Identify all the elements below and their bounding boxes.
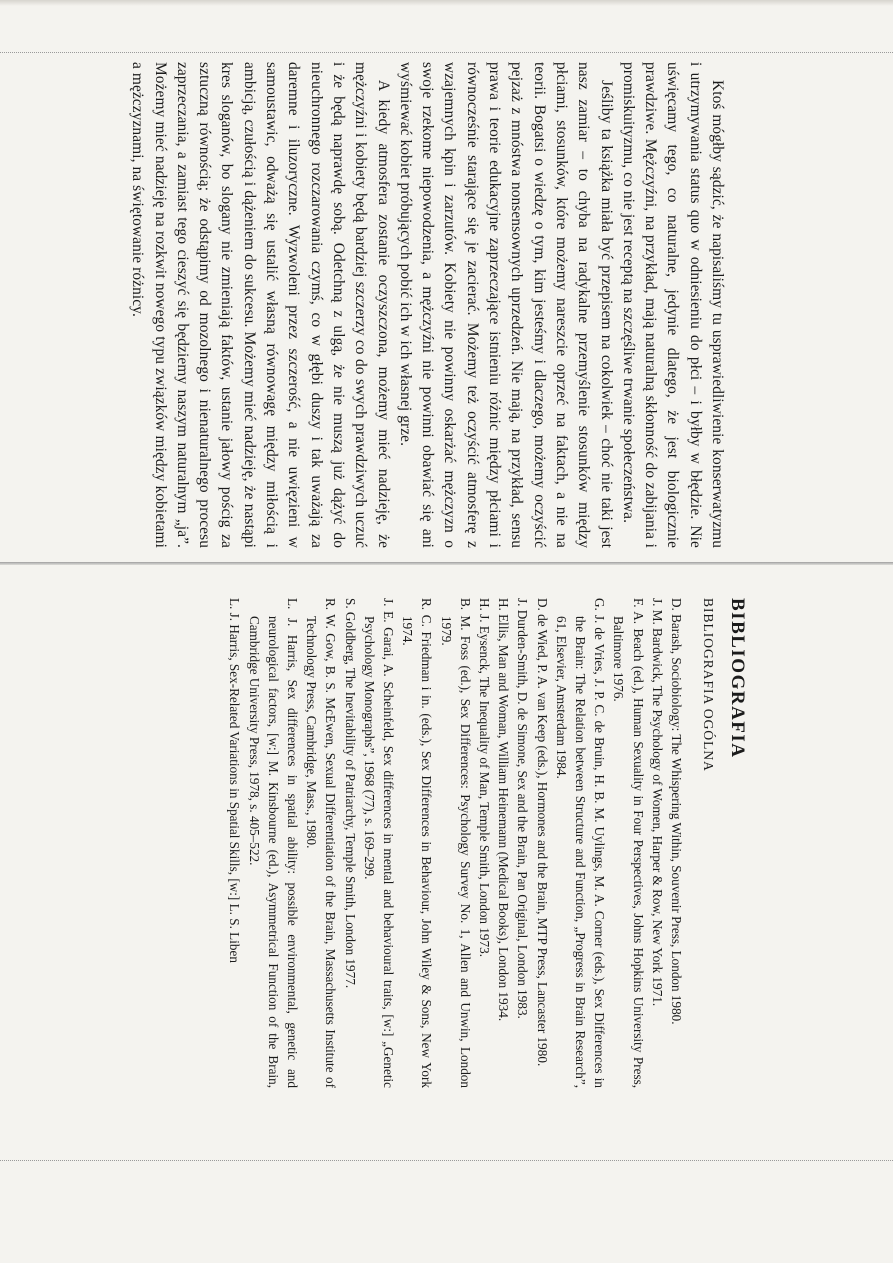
scan-artifact-line (0, 1160, 893, 1161)
bibliography-title: BIBLIOGRAFIA (727, 598, 748, 759)
bibliography-entry: J. Durden-Smith, D. de Simone, Sex and the Brain, Pan Original, London 1983. (515, 598, 531, 1019)
scan-edge (0, 0, 893, 6)
bibliography-entry: G. J. de Vries, J. P. C. de Bruin, H. B. M. Uylings, M. A. Corner (eds.), Sex Differences in the Brain: The Relation between Structure and Function, „Progress in Brain Research”, 61, Elsevier, Amsterdam 1984. (553, 598, 608, 1088)
bibliography-entry: J. E. Garai, A. Scheinfeld, Sex differences in mental and behavioural traits, [w:] „Genetic Psychology Monographs”, 1968 (77), s. 169–299. (361, 598, 396, 1088)
scan-artifact-line (0, 52, 893, 53)
paragraph: A kiedy atmosfera zostanie oczyszczona, możemy mieć nadzieję, że mężczyźni i kobiety będą bardziej szczerzy co do swych prawdziwych uczuć i że będą naprawdę sobą. Odetchną z ulgą, że nie muszą już dążyć do nieuchronnego rozczarowania czymś, co w głębi duszy i tak uważają za daremne i iluzoryczne. Wyzwoleni przez szczerość, a nie uwięzieni w samoustawic, odważą się ustalić własną równowagę między miłością i ambicją, czułością i dążeniem do sukcesu. Możemy mieć nadzieję, że nastąpi kres sloganów, bo slogany nie zmieniają faktów, ustanie jałowy pościg za sztuczną równością; że odstąpimy od mozolnego i nienaturalnego procesu zaprzeczania, a zamiast tego cieszyć się będziemy naszym naturalnym „ja”. Możemy mieć nadzieję na rozkwit nowego typu związków między kobietami a mężczyznami, na świętowanie różnicy. (129, 62, 392, 548)
bibliography-entry: H. J. Eysenck, The Inequality of Man, Temple Smith, London 1973. (476, 598, 492, 957)
bibliography-page (170, 598, 748, 1088)
bibliography-entry: H. Ellis, Man and Woman, William Heinemann (Medical Books), London 1934. (496, 598, 512, 1022)
paragraph: Ktoś mógłby sądzić, że napisaliśmy tu usprawiedliwienie konserwatyzmu i utrzymywania status quo w odniesieniu do płci – i byłby w błędzie. Nie uświęcamy tego, co naturalne, jedynie dlatego, że jest biologicznie prawdziwe. Mężczyźni, na przykład, mają naturalną skłonność do zabijania i promiskuityzmu, co nie jest receptą na szczęśliwe trwanie społeczeństwa. (619, 62, 726, 548)
bibliography-entry: D. de Wied, P. A. van Keep (eds.), Hormones and the Brain, MTP Press, Lancaster 1980. (534, 598, 550, 1067)
bibliography-entry: R. C. Friedman i in. (eds.), Sex Differences in Behaviour, John Wiley & Sons, New York 1974. (400, 598, 435, 1088)
bibliography-entry: F. A. Beach (ed.), Human Sexuality in Four Perspectives, Johns Hopkins University Press, Baltimore 1976. (611, 598, 646, 1088)
bibliography-entry: S. Goldberg, The Inevitability of Patriarchy, Temple Smith, London 1977. (342, 598, 358, 989)
bibliography-entry: L. J. Harris, Sex-Related Variations in Spatial Skills, [w:] L. S. Liben (227, 598, 243, 963)
page-fold-line (0, 562, 893, 565)
bibliography-entry: R. W. Gow, B. S. McEwen, Sexual Differentiation of the Brain, Massachusetts Institute of Technology Press, Cambridge, Mass., 1980. (304, 598, 339, 1088)
bibliography-list (225, 598, 686, 1088)
bibliography-entry: B. M. Foss (ed.), Sex Differences: Psychology Survey No. 1, Allen and Unwin, London 1979. (438, 598, 473, 1088)
paragraph: Jeślibу ta książka miała być przepisem na cokolwiek – choć nie taki jest nasz zamiar – to chyba na radykalne przemyślenie stosunków między płciami, stosunków, które możemy nareszcie oprzeć na faktach, a nie na teorii. Bogatsi o wiedzę o tym, kim jesteśmy i dlaczego, możemy oczyścić pejzaż z mnóstwa nonsensownych uprzedzeń. Nie mają, na przykład, sensu prawa i teorie edukacyjne zaprzeczające istnieniu różnic między płciami i równocześnie starające się je zacierać. Możemy też oczyścić atmosferę z wzajemnych kpin i zarzutów. Kobiety nie powinny oskarżać mężczyzn o swoje rzekome niepowodzenia, a mężczyźni nie powinni obawiać się ani wyśmiewać kobiet próbujących pobić ich w ich własnej grze. (396, 62, 615, 548)
book-text-page (28, 62, 728, 548)
bibliography-entry: J. M. Bardwick, The Psychology of Women, Harper & Row, New York 1971. (649, 598, 665, 1007)
bibliography-entry: D. Barash, Sociobiology: The Whispering Within, Souvenir Press, London 1980. (669, 598, 684, 1025)
bibliography-subtitle: BIBLIOGRAFIA OGÓLNA (701, 598, 716, 772)
bibliography-entry: L. J. Harris, Sex differences in spatial ability: possible environmental, genetic and neurological factors, [w:] M. Kinsbourne (ed.), Asymmetrical Function of the Brain, Cambridge University Press, 1978, s. 405–522. (246, 598, 300, 1088)
